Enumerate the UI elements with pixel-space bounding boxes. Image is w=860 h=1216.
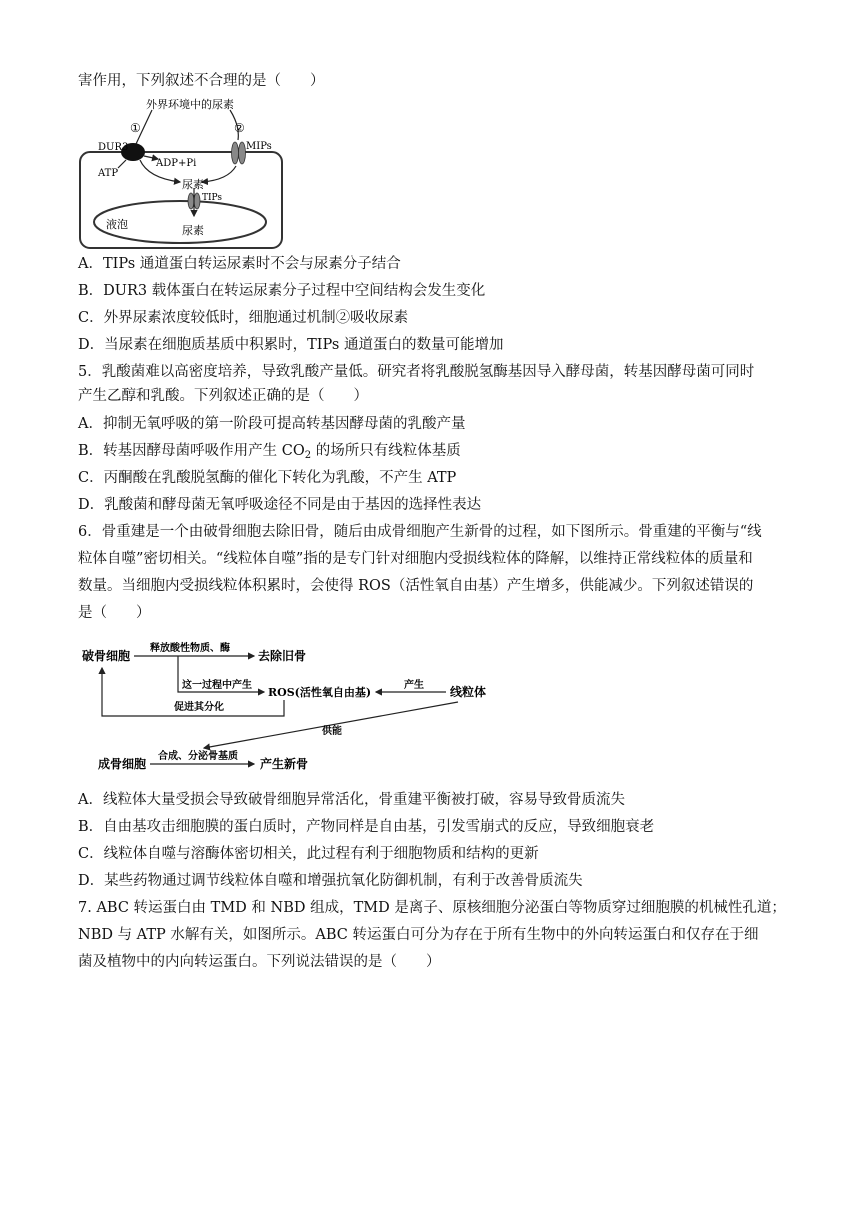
label-osteoblast: 成骨细胞 (98, 757, 147, 771)
q5-stem-line-2: 产生乙醇和乳酸。下列叙述正确的是（ ） (78, 388, 368, 404)
q4-stem-tail: 害作用，下列叙述不合理的是（ ） (78, 73, 325, 89)
label-adp-pi: ADP+Pi (156, 158, 197, 169)
q4-option-a: A．TIPs 通道蛋白转运尿素时不会与尿素分子结合 (78, 256, 401, 272)
q6-option-b: B．自由基攻击细胞膜的蛋白质时，产物同样是自由基，引发雪崩式的反应，导致细胞衰老 (78, 819, 655, 835)
q6-option-a: A．线粒体大量受损会导致破骨细胞异常活化，骨重建平衡被打破，容易导致骨质流失 (78, 792, 625, 808)
label-supply-energy: 供能 (322, 726, 342, 737)
label-tips: TIPs (202, 193, 222, 203)
q4-urea-transport-diagram (78, 96, 298, 252)
q6-stem-line-2: 粒体自噬”密切相关。“线粒体自噬”指的是专门针对细胞内受损线粒体的降解，以维持正常线粒体的质量和 (78, 551, 753, 567)
arrow-mito-supply-osteoblast (204, 702, 458, 748)
label-dur3: DUR3 (98, 142, 129, 153)
label-release: 释放酸性物质、酶 (150, 643, 230, 654)
q6-stem-line-4: 是（ ） (78, 605, 151, 621)
q5-option-b-subscript: 2 (304, 450, 312, 461)
q5-stem-line-1: 5．乳酸菌难以高密度培养，导致乳酸产量低。研究者将乳酸脱氢酶基因导入酵母菌，转基因酵母菌可同时 (78, 364, 755, 380)
label-vacuole: 液泡 (106, 218, 128, 231)
q5-option-b-pre: B．转基因酵母菌呼吸作用产生 CO (78, 443, 305, 459)
tips-channel-left (188, 193, 194, 209)
label-remove-old: 去除旧骨 (258, 649, 307, 663)
label-ros: ROS(活性氧自由基) (268, 686, 372, 699)
label-atp: ATP (98, 168, 119, 179)
label-produce: 产生 (404, 680, 424, 691)
q5-option-b (78, 441, 461, 466)
label-osteoclast: 破骨细胞 (82, 649, 131, 663)
q6-option-d: D．某些药物通过调节线粒体自噬和增强抗氧化防御机制，有利于改善骨质流失 (78, 873, 583, 889)
tips-channel-right (194, 193, 200, 209)
q6-option-c: C．线粒体自噬与溶酶体密切相关，此过程有利于细胞物质和结构的更新 (78, 846, 539, 862)
label-urea-vacuole: 尿素 (182, 224, 204, 237)
q7-stem-line-3: 菌及植物中的内向转运蛋白。下列说法错误的是（ ） (78, 954, 441, 970)
q4-option-c: C．外界尿素浓度较低时，细胞通过机制②吸收尿素 (78, 310, 409, 326)
label-external-urea: 外界环境中的尿素 (146, 98, 234, 111)
arrow-mips-to-urea (202, 166, 236, 182)
q5-option-b-post: 的场所只有线粒体基质 (311, 443, 461, 459)
mips-channel-right (239, 142, 246, 164)
label-mips: MIPs (246, 141, 272, 152)
label-new-bone: 产生新骨 (260, 757, 309, 771)
label-synthesize: 合成、分泌骨基质 (158, 751, 238, 762)
q6-stem-line-3: 数量。当细胞内受损线粒体积累时，会使得 ROS（活性氧自由基）产生增多，供能减少。下列叙述错误的 (78, 578, 754, 594)
label-mitochondria: 线粒体 (450, 685, 487, 699)
q5-option-d: D．乳酸菌和酵母菌无氧呼吸途径不同是由于基因的选择性表达 (78, 497, 482, 513)
arrow-atp-to-dur3 (118, 160, 126, 168)
q7-stem-line-2: NBD 与 ATP 水解有关，如图所示。ABC 转运蛋白可分为存在于所有生物中的外向转运蛋白和仅存在于细 (78, 927, 759, 943)
q6-stem-line-1: 6．骨重建是一个由破骨细胞去除旧骨，随后由成骨细胞产生新骨的过程，如下图所示。骨重建的平衡与“线 (78, 524, 762, 540)
q4-option-b: B．DUR3 载体蛋白在转运尿素分子过程中空间结构会发生变化 (78, 283, 486, 299)
q7-stem-line-1: 7. ABC 转运蛋白由 TMD 和 NBD 组成，TMD 是离子、原核细胞分泌蛋白等物质穿过细胞膜的机械性孔道； (78, 900, 786, 916)
label-mechanism-1: ① (130, 121, 141, 135)
label-mechanism-2: ② (234, 121, 245, 135)
q4-option-d: D．当尿素在细胞质基质中积累时，TIPs 通道蛋白的数量可能增加 (78, 337, 504, 353)
q5-option-c: C．丙酮酸在乳酸脱氢酶的催化下转化为乳酸，不产生 ATP (78, 470, 457, 486)
label-process-produces: 这一过程中产生 (182, 680, 252, 691)
label-urea-cytoplasm: 尿素 (182, 178, 204, 191)
q5-option-a: A．抑制无氧呼吸的第一阶段可提高转基因酵母菌的乳酸产量 (78, 416, 466, 432)
label-promote-diff: 促进其分化 (174, 702, 224, 713)
q6-bone-remodeling-diagram (78, 638, 498, 778)
mips-channel-left (232, 142, 239, 164)
